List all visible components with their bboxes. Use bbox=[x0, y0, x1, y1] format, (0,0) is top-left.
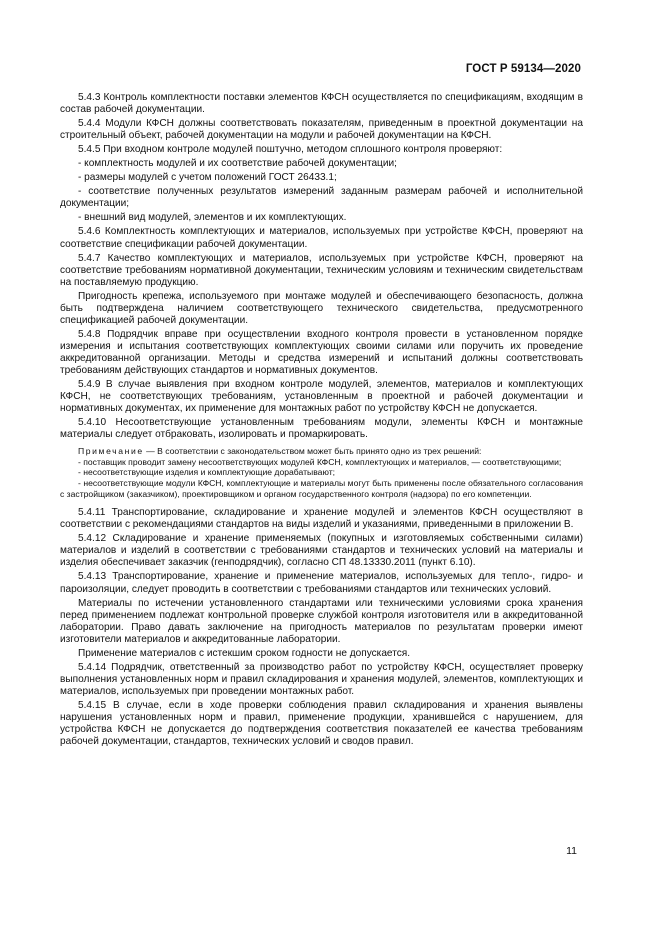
note-item: - несоответствующие модули КФСН, комплектующие и материалы могут быть применены после обязательного согласования с застройщиком (заказчиком), проектировщиком и органом государственного контроля (надзора) по его компетенции. bbox=[60, 478, 583, 499]
note-item: - поставщик проводит замену несоответствующих модулей КФСН, комплектующих и материалов, — соответствующими; bbox=[78, 456, 562, 467]
paragraph-fastener-suitability: Пригодность крепежа, используемого при монтаже модулей и обеспечивающего безопасность, должна быть подтверждена наличием соответствующего технического свидетельства, предусмотренного спецификацией рабочей документации. bbox=[60, 290, 583, 326]
paragraph-5-4-14: 5.4.14 Подрядчик, ответственный за производство работ по устройству КФСН, осуществляет проверку выполнения установленных норм и правил складирования и хранения модулей, элементов, комплектующих и материалов, используемых при проведении монтажных работ. bbox=[60, 661, 583, 697]
paragraph-expired-prohibited: Применение материалов с истекшим сроком годности не допускается. bbox=[78, 647, 411, 659]
note-heading bbox=[60, 446, 583, 457]
note-item: - несоответствующие изделия и комплектующие дорабатывают; bbox=[78, 467, 336, 478]
page-number: 11 bbox=[566, 845, 577, 857]
paragraph-expired-storage: Материалы по истечении установленного стандартами или техническими условиями срока хранения перед применением подлежат контрольной проверке службой контроля изготовителя или в аккредитованной лаборатории. Право давать заключение на пригодность материалов по результатам проверки имеют изготовители материалов и аккредитованные лаборатории. bbox=[60, 597, 583, 645]
paragraph-5-4-9: 5.4.9 В случае выявления при входном контроле модулей, элементов, материалов и комплектующих КФСН, не соответствующих требованиям, установленным в проектной и рабочей документации и нормативных документах, их применение для монтажных работ по устройству КФСН не допускается. bbox=[60, 379, 583, 415]
note-label: Примечание bbox=[78, 446, 144, 457]
paragraph-5-4-12: 5.4.12 Складирование и хранение применяемых (покупных и изготовляемых собственными силами) материалов и изделий в соответствии с требованиями стандартов и технических условий на материалы и изделия обеспечивает заказчик (генподрядчик), согласно СП 48.13330.2011 (пункт 6.10). bbox=[60, 533, 583, 569]
paragraph-5-4-13: 5.4.13 Транспортирование, хранение и применение материалов, используемых для тепло-, гидро- и пароизоляции, следует проводить в соответствии с требованиями стандартов или технических условий. bbox=[60, 571, 583, 595]
list-item: - внешний вид модулей, элементов и их комплектующих. bbox=[78, 212, 347, 224]
paragraph-5-4-15: 5.4.15 В случае, если в ходе проверки соблюдения правил складирования и хранения выявлены нарушения установленных норм и правил, применение продукции, хранившейся с нарушением, для устройства КФСН не допускается до подтверждения соответствия показателей ее качества требованиям рабочей документации, стандартов, технических условий и сводов правил. bbox=[60, 699, 583, 748]
paragraph-5-4-5: 5.4.5 При входном контроле модулей поштучно, методом сплошного контроля проверяют: bbox=[78, 144, 503, 156]
paragraph-5-4-11: 5.4.11 Транспортирование, складирование и хранение модулей и элементов КФСН осуществляют в соответствии с рекомендациями стандартов на виды изделий и указаниями, приведенными в приложении В. bbox=[60, 507, 583, 531]
list-item: - соответствие полученных результатов измерений заданным размерам рабочей и исполнительной документации; bbox=[60, 186, 583, 210]
paragraph-5-4-10: 5.4.10 Несоответствующие установленным требованиям модули, элементы КФСН и монтажные материалы следует отбраковать, изолировать и промаркировать. bbox=[60, 417, 583, 441]
list-item: - размеры модулей с учетом положений ГОСТ 26433.1; bbox=[78, 172, 337, 184]
document-body bbox=[60, 92, 583, 750]
note-block bbox=[60, 446, 583, 499]
standard-header: ГОСТ Р 59134—2020 bbox=[465, 63, 581, 75]
list-item: - комплектность модулей и их соответствие рабочей документации; bbox=[78, 158, 397, 170]
note-intro: — В соответствии с законодательством может быть принято одно из трех решений: bbox=[143, 446, 482, 457]
paragraph-5-4-6: 5.4.6 Комплектность комплектующих и материалов, используемых при устройстве КФСН, проверяют на соответствие спецификации рабочей документации. bbox=[60, 226, 583, 250]
paragraph-5-4-7: 5.4.7 Качество комплектующих и материалов, используемых при устройстве КФСН, проверяют на соответствие требованиям нормативной документации, техническим условиям и техническим свидетельствам на поставляемую продукцию. bbox=[60, 252, 583, 288]
paragraph-5-4-8: 5.4.8 Подрядчик вправе при осуществлении входного контроля провести в установленном порядке измерения и испытания соответствующих комплектующих своими силами или поручить их проведение аккредитованной организации. Методы и средства измерений и испытаний должны соответствовать требованиям действующих стандартов и нормативных документов. bbox=[60, 328, 583, 376]
paragraph-5-4-3: 5.4.3 Контроль комплектности поставки элементов КФСН осуществляется по спецификациям, входящим в состав рабочей документации. bbox=[60, 92, 583, 116]
paragraph-5-4-4: 5.4.4 Модули КФСН должны соответствовать показателям, приведенным в проектной документации на строительный объект, рабочей документации на модули и рабочей документации на КФСН. bbox=[60, 118, 583, 142]
